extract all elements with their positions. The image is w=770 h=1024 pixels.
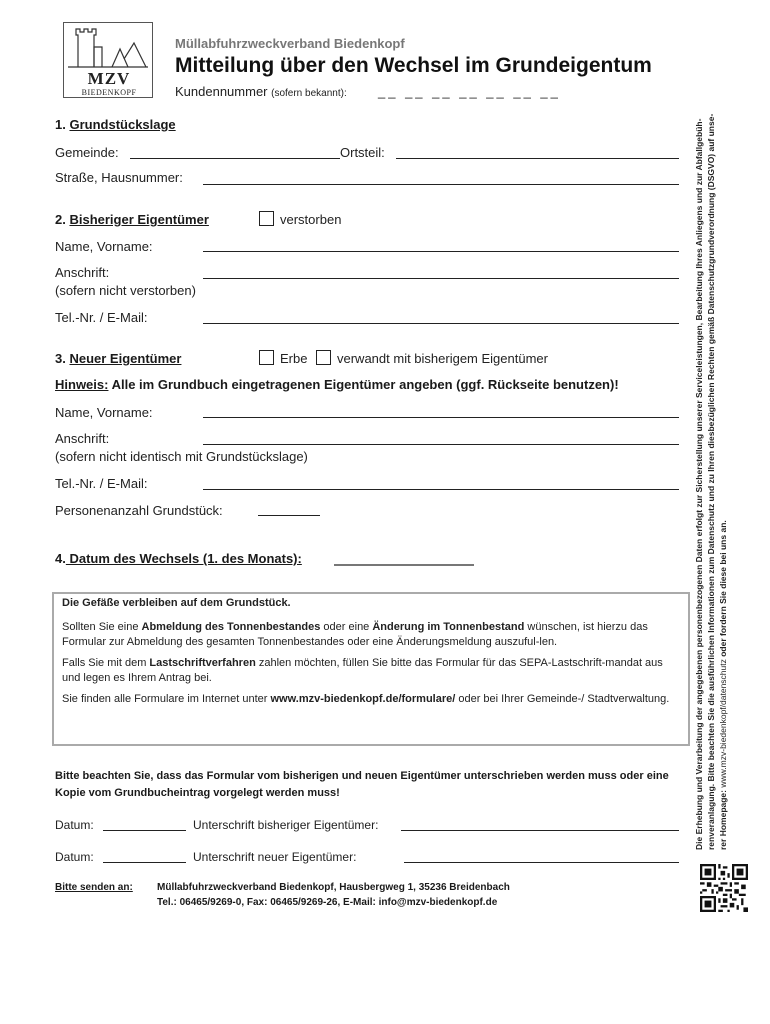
strasse-label: Straße, Hausnummer:: [55, 170, 183, 185]
section4-heading: [55, 551, 302, 566]
section1-num: 1.: [55, 117, 66, 132]
related-checkbox[interactable]: [316, 350, 331, 365]
deceased-label: verstorben: [280, 212, 342, 227]
info-p2-b: Lastschriftverfahren: [149, 657, 256, 669]
info-p1-b2: Änderung im Tonnenbestand: [372, 621, 525, 633]
new-contact-label: Tel.-Nr. / E-Mail:: [55, 476, 148, 491]
customer-label: Kundennummer: [175, 84, 268, 99]
prev-address-field[interactable]: [203, 278, 679, 279]
info-p1-a: Sollten Sie eine: [62, 621, 142, 633]
info-p1-b1: Abmeldung des Tonnenbestandes: [141, 621, 321, 633]
info-paragraph-3: [62, 692, 680, 707]
new-address-field[interactable]: [203, 444, 679, 445]
section3-title: Neuer Eigentümer: [69, 351, 182, 366]
section4-num: 4.: [55, 551, 66, 566]
heir-checkbox[interactable]: [259, 350, 274, 365]
hint-text: Alle im Grundbuch eingetragenen Eigentümer angeben (ggf. Rückseite benutzen)!: [108, 377, 619, 392]
hint-label: Hinweis:: [55, 377, 109, 392]
deceased-checkbox[interactable]: [259, 211, 274, 226]
info-p1-c: oder eine: [320, 621, 373, 633]
privacy-line-3-a: rer Homepage:: [718, 787, 728, 850]
ortsteil-label: Ortsteil:: [340, 145, 385, 160]
new-signature-field[interactable]: [404, 862, 679, 863]
send-to-label: Bitte senden an:: [55, 882, 133, 893]
date-field-1[interactable]: [103, 830, 186, 831]
qr-code-icon: [700, 864, 748, 912]
section3-num: 3.: [55, 351, 66, 366]
gemeinde-label: Gemeinde:: [55, 145, 119, 160]
date-label-1: Datum:: [55, 818, 94, 832]
section2-heading: [55, 212, 209, 227]
privacy-line-3: [717, 12, 729, 850]
section2-num: 2.: [55, 212, 66, 227]
related-label: verwandt mit bisherigem Eigentümer: [337, 351, 548, 366]
new-contact-field[interactable]: [203, 489, 679, 490]
prev-address-hint: (sofern nicht verstorben): [55, 283, 196, 298]
send-address: Müllabfuhrzweckverband Biedenkopf, Hausbergweg 1, 35236 Breidenbach: [157, 882, 510, 893]
info-p2-c: zahlen möchten, füllen Sie bitte das Formular für das SEPA-Lastschrift-mandat aus und legen es Ihrem Antrag bei.: [62, 657, 663, 684]
forms-link[interactable]: www.mzv-biedenkopf.de/formulare/: [270, 693, 456, 705]
heir-label: Erbe: [280, 351, 308, 366]
new-address-label: Anschrift:: [55, 431, 110, 446]
customer-number-label: [175, 84, 347, 99]
strasse-field[interactable]: [203, 184, 679, 185]
customer-hint: (sofern bekannt):: [271, 88, 347, 99]
privacy-notice: [693, 12, 753, 850]
section4-title: Datum des Wechsels (1. des Monats):: [65, 551, 302, 566]
info-p3-c: oder bei Ihrer Gemeinde-/ Stadtverwaltung.: [455, 693, 670, 705]
owner-hint: [55, 377, 619, 392]
prev-contact-label: Tel.-Nr. / E-Mail:: [55, 310, 148, 325]
prev-name-field[interactable]: [203, 251, 679, 252]
privacy-line-2: renveranlagung. Bitte beachten Sie die ausführlichen Informationen zum Datenschutz und zu Ihren diesbezüglichen Rechten gemäß Datenschutzgrundverordnung (DSGVO) auf unse-: [706, 113, 716, 850]
section2-title: Bisheriger Eigentümer: [69, 212, 209, 227]
persons-field[interactable]: [258, 515, 320, 516]
previous-signature-label: Unterschrift bisheriger Eigentümer:: [193, 818, 379, 832]
section1-title: Grundstückslage: [69, 117, 176, 132]
section3-heading: [55, 351, 181, 366]
previous-signature-field[interactable]: [401, 830, 679, 831]
prev-contact-field[interactable]: [203, 323, 679, 324]
date-label-2: Datum:: [55, 850, 94, 864]
organization-name: Müllabfuhrzweckverband Biedenkopf: [175, 36, 405, 51]
info-p2-a: Falls Sie mit dem: [62, 657, 150, 669]
privacy-link[interactable]: www.mzv-biedenkopf/datenschutz: [718, 659, 728, 788]
logo-abbr: MZV: [87, 69, 131, 88]
section1-heading: [55, 117, 176, 132]
date-field-2[interactable]: [103, 862, 186, 863]
persons-label: Personenanzahl Grundstück:: [55, 503, 223, 518]
prev-name-label: Name, Vorname:: [55, 239, 153, 254]
prev-address-label: Anschrift:: [55, 265, 110, 280]
new-name-label: Name, Vorname:: [55, 405, 153, 420]
customer-number-field[interactable]: __ __ __ __ __ __ __: [378, 84, 561, 99]
info-p1-d: wünschen, ist hierzu das Formular zur Abmeldung des gesamten Tonnenbestandes oder eine Änderungsmeldung auszuful-len.: [62, 621, 648, 648]
signature-notice: Bitte beachten Sie, dass das Formular vom bisherigen und neuen Eigentümer unterschrieben werden muss oder eine Kopie vom Grundbucheintrag vorgelegt werden muss!: [55, 770, 669, 799]
mzv-logo-icon: [63, 22, 153, 98]
page-title: Mitteilung über den Wechsel im Grundeigentum: [175, 54, 652, 77]
privacy-line-1: Die Erhebung und Verarbeitung der angegebenen personenbezogenen Daten erfolgt zur Sicherstellung unserer Serviceleistungen, Bearbeitung Ihres Anliegens und zur Abfallgebüh-: [694, 118, 704, 850]
info-paragraph-1: [62, 620, 680, 650]
new-address-hint: (sofern nicht identisch mit Grundstückslage): [55, 449, 308, 464]
info-p3-a: Sie finden alle Formulare im Internet unter: [62, 693, 271, 705]
info-box: [52, 592, 690, 746]
change-date-field[interactable]: [334, 564, 474, 566]
gemeinde-field[interactable]: [130, 158, 340, 159]
send-contact: Tel.: 06465/9269-0, Fax: 06465/9269-26, E-Mail: info@mzv-biedenkopf.de: [157, 897, 498, 908]
logo-city: BIEDENKOPF: [81, 88, 137, 97]
new-signature-label: Unterschrift neuer Eigentümer:: [193, 850, 357, 864]
info-paragraph-2: [62, 656, 680, 686]
privacy-line-3-c: oder fordern Sie diese bei uns an.: [718, 520, 728, 660]
new-name-field[interactable]: [203, 417, 679, 418]
info-heading: Die Gefäße verbleiben auf dem Grundstück.: [62, 597, 291, 609]
ortsteil-field[interactable]: [396, 158, 679, 159]
